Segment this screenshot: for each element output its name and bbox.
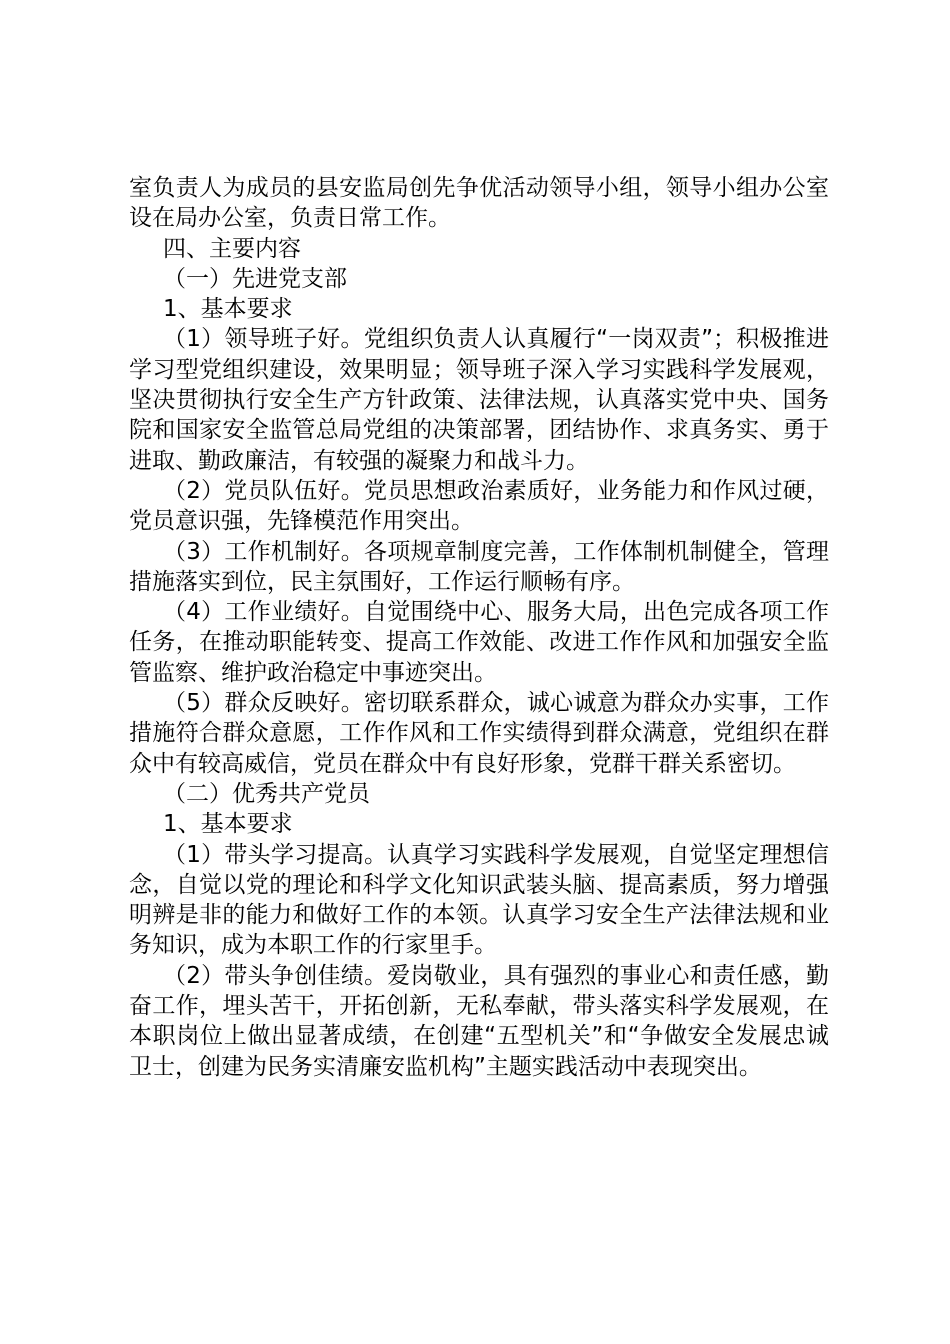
paragraph-work-mechanism: （3）工作机制好。各项规章制度完善，工作体制机制健全，管理措施落实到位，民主氛围好，工作运行顺畅有序。: [129, 538, 829, 595]
item-heading-basic-requirements: 1、基本要求: [163, 296, 293, 323]
paragraph-leadership: （1）领导班子好。党组织负责人认真履行“一岗双责”；积极推进学习型党组织建设，效果明显；领导班子深入学习实践科学发展观，坚决贯彻执行安全生产方针政策、法律法规，认真落实党中央、国务院和国家安全监管总局党组的决策部署，团结协作、求真务实、勇于进取、勤政廉洁，有较强的凝聚力和战斗力。: [129, 326, 829, 474]
section-heading-main-content: 四、主要内容: [163, 235, 301, 262]
paragraph-continuation: 室负责人为成员的县安监局创先争优活动领导小组，领导小组办公室设在局办公室，负责日常工作。: [129, 175, 829, 232]
document-body: [129, 173, 829, 1082]
paragraph-work-performance: （4）工作业绩好。自觉围绕中心、服务大局，出色完成各项工作任务，在推动职能转变、提高工作效能、改进工作作风和加强安全监管监察、维护政治稳定中事迹突出。: [129, 599, 829, 686]
paragraph-party-members: （2）党员队伍好。党员思想政治素质好，业务能力和作风过硬，党员意识强，先锋模范作用突出。: [129, 477, 829, 535]
subsection-heading-advanced-party-branch: （一）先进党支部: [163, 265, 347, 292]
paragraph-achievements: （2）带头争创佳绩。爱岗敬业，具有强烈的事业心和责任感，勤奋工作，埋头苦干，开拓创新，无私奉献，带头落实科学发展观，在本职岗位上做出显著成绩，在创建“五型机关”和“争做安全发展忠诚卫士，创建为民务实清廉安监机构”主题实践活动中表现突出。: [129, 962, 829, 1080]
subsection-heading-outstanding-members: （二）优秀共产党员: [163, 780, 370, 807]
item-heading-basic-requirements-2: 1、基本要求: [163, 811, 293, 838]
paragraph-learning: （1）带头学习提高。认真学习实践科学发展观，自觉坚定理想信念，自觉以党的理论和科学文化知识武装头脑、提高素质，努力增强明辨是非的能力和做好工作的本领。认真学习安全生产法律法规和业务知识，成为本职工作的行家里手。: [129, 841, 829, 959]
paragraph-public-feedback: （5）群众反映好。密切联系群众，诚心诚意为群众办实事，工作措施符合群众意愿，工作作风和工作实绩得到群众满意，党组织在群众中有较高威信，党员在群众中有良好形象，党群干群关系密切。: [129, 690, 829, 777]
